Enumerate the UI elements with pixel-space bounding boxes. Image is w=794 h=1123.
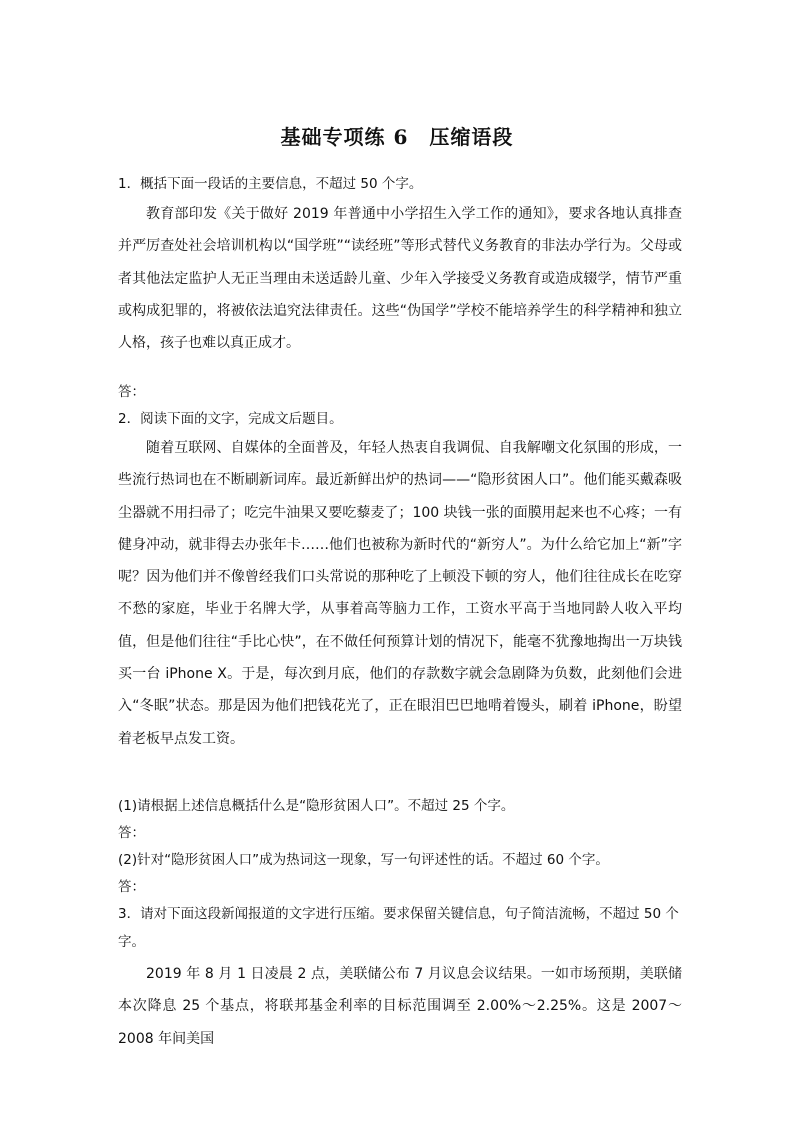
question-2-answer-2-label: 答：: [118, 879, 145, 895]
question-2-sub-1: (1)请根据上述信息概括什么是“隐形贫困人口”。不超过 25 个字。: [118, 798, 515, 814]
question-3-passage: 2019 年 8 月 1 日凌晨 2 点，美联储公布 7 月议息会议结果。一如市场预期，美联储本次降息 25 个基点，将联邦基金利率的目标范围调至 2.00%～2.25%。这是 2007～2008 年间美国: [118, 966, 682, 1047]
question-1-passage: 教育部印发《关于做好 2019 年普通中小学招生入学工作的通知》，要求各地认真排查并严厉查处社会培训机构以“国学班”“读经班”等形式替代义务教育的非法办学行为。父母或者其他法定监护人无正当理由未送适龄儿童、少年入学接受义务教育或造成辍学，情节严重或构成犯罪的，将被依法追究法律责任。这些“伪国学”学校不能培养学生的科学精神和独立人格，孩子也难以真正成才。: [118, 206, 682, 352]
question-3-prompt: 3．请对下面这段新闻报道的文字进行压缩。要求保留关键信息，句子简洁流畅，不超过 50 个字。: [118, 906, 679, 950]
question-2-answer-1-label: 答：: [118, 825, 145, 841]
question-2-passage: 随着互联网、自媒体的全面普及，年轻人热衷自我调侃、自我解嘲文化氛围的形成，一些流行热词也在不断刷新词库。最近新鲜出炉的热词——“隐形贫困人口”。他们能买戴森吸尘器就不用扫帚了；吃完牛油果又要吃藜麦了；100 块钱一张的面膜用起来也不心疼；一有健身冲动，就非得去办张年卡……他们也被称为新时代的“新穷人”。为什么给它加上“新”字呢？因为他们并不像曾经我们口头常说的那种吃了上顿没下顿的穷人，他们往往成长在吃穿不愁的家庭，毕业于名牌大学，从事着高等脑力工作，工资水平高于当地同龄人收入平均值，但是他们往往“手比心快”，在不做任何预算计划的情况下，能毫不犹豫地掏出一万块钱买一台 iPhone X。于是，每次到月底，他们的存款数字就会急剧降为负数，此刻他们会进入“冬眠”状态。那是因为他们把钱花光了，正在眼泪巴巴地啃着馒头，刷着 iPhone，盼望着老板早点发工资。: [118, 440, 682, 747]
question-1-prompt: 1．概括下面一段话的主要信息，不超过 50 个字。: [118, 176, 423, 192]
page-title: 基础专项练 6 压缩语段: [280, 125, 514, 149]
question-1-answer-label: 答：: [118, 384, 145, 400]
question-2-prompt: 2．阅读下面的文字，完成文后题目。: [118, 411, 343, 427]
question-2-sub-2: (2)针对“隐形贫困人口”成为热词这一现象，写一句评述性的话。不超过 60 个字。: [118, 852, 609, 868]
